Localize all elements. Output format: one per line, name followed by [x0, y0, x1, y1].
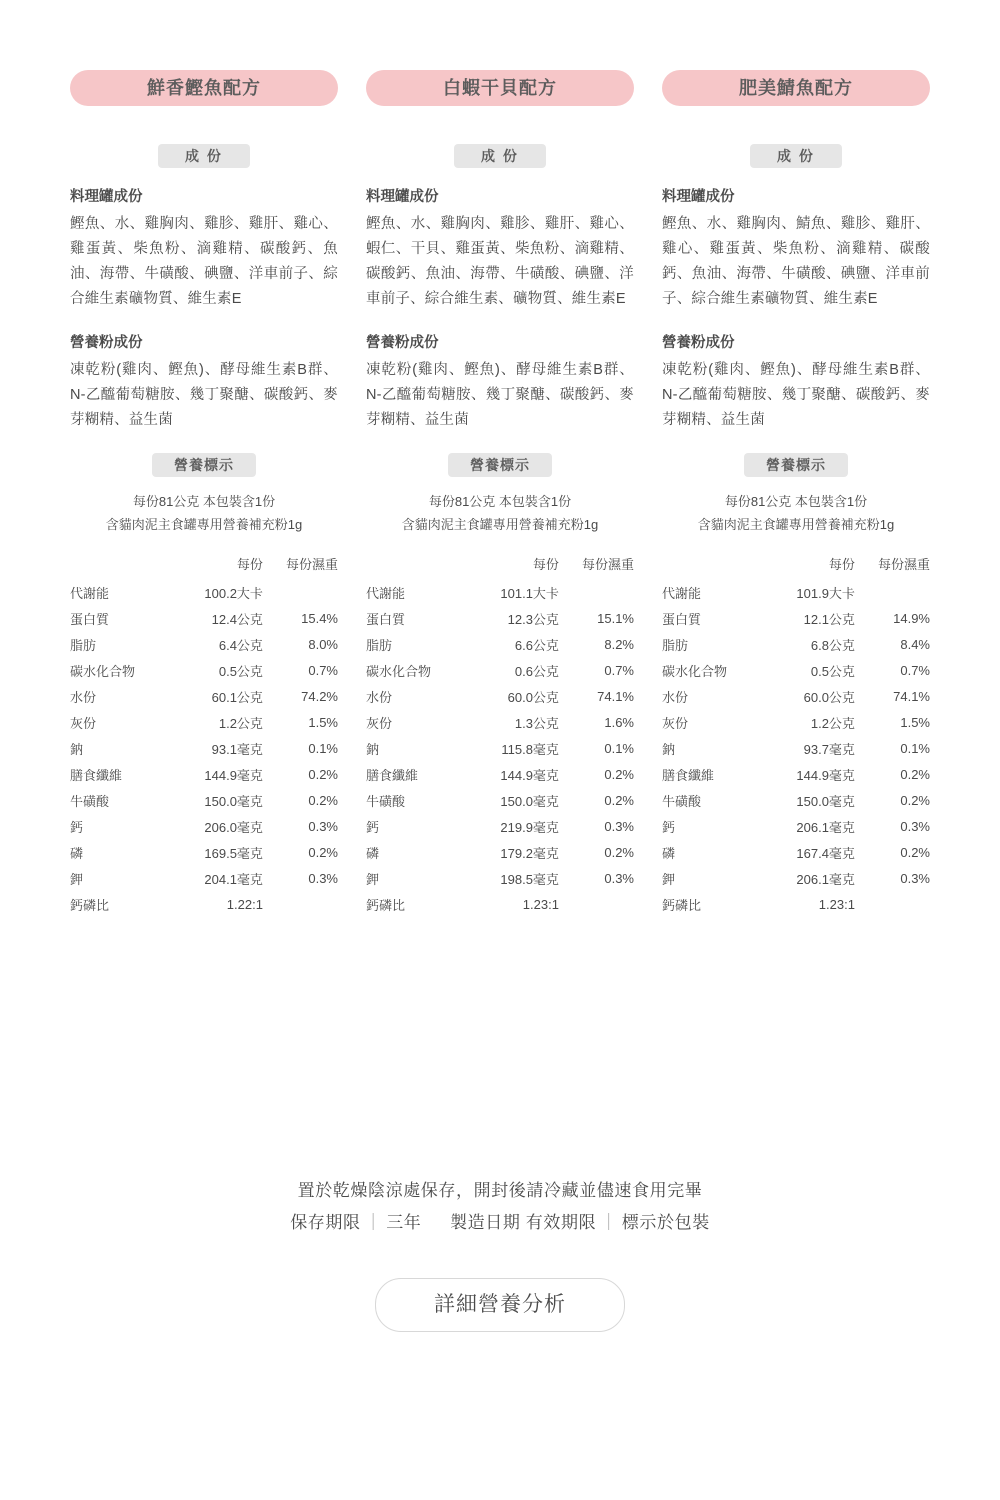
nutrient-percent: 1.6%	[604, 714, 634, 730]
nutrient-label: 水份	[70, 689, 97, 705]
mfg-date-value: 標示於包裝	[621, 1213, 710, 1233]
nutrient-label: 鉀	[70, 871, 84, 887]
table-row	[70, 839, 338, 865]
serving-line-2a: 每份81公克 本包裝含1份	[428, 493, 572, 509]
powder-ingredients-title-1: 營養粉成份	[70, 334, 143, 351]
nutrient-percent	[855, 579, 930, 605]
table-row	[366, 787, 634, 813]
nutrient-label: 代謝能	[366, 585, 406, 601]
detailed-nutrition-analysis-button[interactable]: 詳細營養分析	[375, 1278, 625, 1332]
can-ingredients-title-3: 料理罐成份	[662, 189, 735, 205]
nutrient-value: 0.5公克	[218, 663, 263, 679]
mfg-date-label: 製造日期 有效期限	[450, 1213, 597, 1233]
table-row	[662, 657, 930, 683]
nutrient-label: 蛋白質	[70, 611, 110, 627]
nutrient-percent	[855, 891, 930, 917]
nutrient-value: 1.3公克	[514, 715, 559, 731]
nutrition-heading-1: 營養標示	[152, 453, 256, 477]
storage-note: 置於乾燥陰涼處保存，開封後請冷藏並儘速食用完畢	[297, 1181, 703, 1200]
nutrient-value: 167.4毫克	[796, 845, 855, 861]
nutrition-table-3	[662, 552, 930, 917]
nutrition-table-2	[366, 552, 634, 917]
ingredients-heading-3: 成 份	[750, 144, 842, 168]
nutrient-label: 灰份	[366, 715, 393, 731]
nutrient-value: 60.0公克	[507, 689, 559, 705]
nutrient-percent: 0.3%	[604, 870, 634, 886]
nutrient-percent: 15.1%	[597, 610, 634, 626]
nutrient-value: 206.1毫克	[796, 871, 855, 887]
table-row	[70, 891, 338, 917]
table-row	[70, 865, 338, 891]
nutrient-value: 6.8公克	[810, 637, 855, 653]
nutrient-value: 1.23:1	[522, 896, 559, 912]
nutrient-label: 鈣磷比	[662, 897, 702, 913]
nutrient-value: 144.9毫克	[204, 767, 263, 783]
powder-ingredients-body-3: 凍乾粉(雞肉、鰹魚)、酵母維生素B群、N-乙醯葡萄糖胺、幾丁聚醣、碳酸鈣、麥芽糊精、益生菌	[662, 362, 930, 428]
nutrient-label: 膳食纖維	[70, 767, 123, 783]
shelf-life-value: 三年	[386, 1213, 422, 1233]
nutrient-value: 0.6公克	[514, 663, 559, 679]
table-row	[366, 605, 634, 631]
divider-2: ｜	[600, 1213, 618, 1233]
nutrient-percent: 0.2%	[900, 844, 930, 860]
nutrient-value: 60.0公克	[803, 689, 855, 705]
nutrient-label: 水份	[366, 689, 393, 705]
nutrient-percent: 0.2%	[308, 844, 338, 860]
nutrient-percent: 1.5%	[900, 714, 930, 730]
nutrient-value: 1.2公克	[810, 715, 855, 731]
nutrient-label: 蛋白質	[662, 611, 702, 627]
nutrient-label: 鈣	[662, 819, 676, 835]
shelf-life-label: 保存期限	[290, 1213, 361, 1233]
nutrient-label: 碳水化合物	[70, 663, 136, 679]
ingredients-heading-2: 成 份	[454, 144, 546, 168]
nutrient-percent	[559, 891, 634, 917]
nutrient-label: 灰份	[662, 715, 689, 731]
nutrient-value: 219.9毫克	[500, 819, 559, 835]
nutrient-percent: 0.1%	[604, 740, 634, 756]
nutrient-percent: 0.7%	[308, 662, 338, 678]
nutrient-value: 150.0毫克	[204, 793, 263, 809]
per-serving-wet-header-3: 每份濕重	[877, 557, 930, 573]
nutrient-label: 牛磺酸	[70, 793, 110, 809]
table-row	[662, 787, 930, 813]
nutrient-col-header	[70, 552, 172, 579]
powder-ingredients-body-2: 凍乾粉(雞肉、鰹魚)、酵母維生素B群、N-乙醯葡萄糖胺、幾丁聚醣、碳酸鈣、麥芽糊精、益生菌	[366, 362, 634, 428]
can-ingredients-body-1: 鰹魚、水、雞胸肉、雞胗、雞肝、雞心、雞蛋黃、柴魚粉、滴雞精、碳酸鈣、魚油、海帶、牛磺酸、碘鹽、洋車前子、綜合維生素礦物質、維生素E	[70, 216, 338, 307]
nutrient-percent: 0.1%	[308, 740, 338, 756]
nutrient-percent: 8.4%	[900, 636, 930, 652]
nutrition-heading-3: 營養標示	[744, 453, 848, 477]
table-row	[70, 579, 338, 605]
nutrient-label: 脂肪	[70, 637, 97, 653]
serving-line-2b: 含貓肉泥主食罐專用營養補充粉1g	[401, 516, 599, 532]
table-row	[366, 579, 634, 605]
nutrient-value: 206.0毫克	[204, 819, 263, 835]
nutrient-value: 179.2毫克	[500, 845, 559, 861]
nutrient-label: 鈉	[366, 741, 380, 757]
per-serving-wet-header-2: 每份濕重	[581, 557, 634, 573]
nutrient-percent: 0.2%	[604, 792, 634, 808]
table-row	[366, 839, 634, 865]
nutrient-label: 鈣	[70, 819, 84, 835]
can-ingredients-body-3: 鰹魚、水、雞胸肉、鯖魚、雞胗、雞肝、雞心、雞蛋黃、柴魚粉、滴雞精、碳酸鈣、魚油、海帶、牛磺酸、碘鹽、洋車前子、綜合維生素礦物質、維生素E	[662, 216, 930, 307]
per-serving-header-2: 每份	[532, 557, 559, 573]
nutrient-value: 206.1毫克	[796, 819, 855, 835]
nutrient-label: 代謝能	[662, 585, 702, 601]
table-row	[70, 735, 338, 761]
nutrient-value: 1.2公克	[218, 715, 263, 731]
nutrient-value: 100.2大卡	[204, 585, 263, 601]
can-ingredients-body-2: 鰹魚、水、雞胸肉、雞胗、雞肝、雞心、蝦仁、干貝、雞蛋黃、柴魚粉、滴雞精、碳酸鈣、魚油、海帶、牛磺酸、碘鹽、洋車前子、綜合維生素、礦物質、維生素E	[366, 216, 634, 307]
table-row	[70, 813, 338, 839]
table-row	[662, 761, 930, 787]
nutrient-percent: 0.1%	[900, 740, 930, 756]
nutrient-label: 灰份	[70, 715, 97, 731]
ingredients-heading-1: 成 份	[158, 144, 250, 168]
nutrient-label: 脂肪	[662, 637, 689, 653]
nutrient-label: 蛋白質	[366, 611, 406, 627]
table-row	[662, 839, 930, 865]
table-row	[662, 709, 930, 735]
nutrient-value: 0.5公克	[810, 663, 855, 679]
nutrient-label: 鉀	[662, 871, 676, 887]
nutrient-value: 169.5毫克	[204, 845, 263, 861]
nutrient-percent: 8.0%	[308, 636, 338, 652]
nutrition-heading-2: 營養標示	[448, 453, 552, 477]
table-row	[366, 761, 634, 787]
table-row	[662, 813, 930, 839]
nutrient-value: 144.9毫克	[500, 767, 559, 783]
table-row	[70, 631, 338, 657]
nutrient-col-header	[366, 552, 468, 579]
product-title-2: 白蝦干貝配方	[366, 70, 634, 106]
nutrient-value: 93.7毫克	[803, 741, 855, 757]
nutrient-percent: 74.1%	[597, 688, 634, 704]
table-row	[366, 891, 634, 917]
nutrient-label: 膳食纖維	[366, 767, 419, 783]
nutrient-value: 6.6公克	[514, 637, 559, 653]
nutrient-label: 磷	[366, 845, 380, 861]
nutrient-percent: 0.2%	[900, 766, 930, 782]
table-header-row	[662, 552, 930, 579]
table-header-row	[366, 552, 634, 579]
nutrient-value: 101.1大卡	[500, 585, 559, 601]
nutrient-value: 12.1公克	[803, 611, 855, 627]
powder-ingredients-title-2: 營養粉成份	[366, 334, 439, 351]
product-column-1	[70, 70, 338, 917]
nutrient-value: 204.1毫克	[204, 871, 263, 887]
table-row	[366, 657, 634, 683]
nutrient-value: 150.0毫克	[500, 793, 559, 809]
divider-1: ｜	[364, 1213, 383, 1233]
nutrition-table-1	[70, 552, 338, 917]
table-row	[662, 683, 930, 709]
serving-line-3a: 每份81公克 本包裝含1份	[724, 493, 868, 509]
nutrient-value: 115.8毫克	[501, 741, 559, 757]
nutrient-percent: 8.2%	[604, 636, 634, 652]
nutrient-value: 93.1毫克	[211, 741, 263, 757]
nutrient-percent: 0.7%	[604, 662, 634, 678]
table-row	[70, 605, 338, 631]
nutrient-value: 12.3公克	[507, 611, 559, 627]
nutrient-percent	[263, 579, 338, 605]
table-row	[70, 657, 338, 683]
table-row	[366, 709, 634, 735]
nutrient-label: 鈉	[70, 741, 84, 757]
table-row	[662, 891, 930, 917]
nutrient-percent: 0.2%	[308, 792, 338, 808]
nutrient-label: 碳水化合物	[662, 663, 728, 679]
nutrient-value: 1.22:1	[226, 896, 263, 912]
table-row	[366, 683, 634, 709]
nutrient-label: 鉀	[366, 871, 380, 887]
nutrient-label: 膳食纖維	[662, 767, 715, 783]
nutrient-value: 198.5毫克	[500, 871, 559, 887]
table-header-row	[70, 552, 338, 579]
nutrient-percent: 0.2%	[604, 766, 634, 782]
shelf-life-line	[0, 1207, 1000, 1239]
table-row	[662, 605, 930, 631]
serving-line-1b: 含貓肉泥主食罐專用營養補充粉1g	[105, 516, 303, 532]
table-row	[662, 579, 930, 605]
nutrient-value: 12.4公克	[211, 611, 263, 627]
nutrient-value: 6.4公克	[218, 637, 263, 653]
nutrient-label: 磷	[662, 845, 676, 861]
nutrient-percent: 0.2%	[900, 792, 930, 808]
nutrient-value: 150.0毫克	[796, 793, 855, 809]
footer-section	[0, 1175, 1000, 1332]
nutrient-label: 鈣	[366, 819, 380, 835]
table-row	[662, 865, 930, 891]
nutrient-label: 碳水化合物	[366, 663, 432, 679]
nutrient-percent: 0.7%	[900, 662, 930, 678]
table-row	[70, 761, 338, 787]
table-row	[366, 865, 634, 891]
nutrient-percent: 0.3%	[308, 818, 338, 834]
nutrient-label: 牛磺酸	[662, 793, 702, 809]
nutrient-percent: 74.2%	[301, 688, 338, 704]
table-row	[366, 735, 634, 761]
nutrient-label: 脂肪	[366, 637, 393, 653]
nutrient-label: 鈉	[662, 741, 676, 757]
nutrient-percent	[559, 579, 634, 605]
per-serving-header-3: 每份	[828, 557, 855, 573]
product-column-3	[662, 70, 930, 917]
nutrient-label: 牛磺酸	[366, 793, 406, 809]
nutrient-percent: 0.3%	[900, 870, 930, 886]
table-row	[70, 787, 338, 813]
table-row	[366, 631, 634, 657]
nutrient-percent: 0.3%	[308, 870, 338, 886]
nutrient-value: 1.23:1	[818, 896, 855, 912]
cta-wrapper	[0, 1278, 1000, 1332]
per-serving-wet-header-1: 每份濕重	[285, 557, 338, 573]
table-row	[70, 683, 338, 709]
nutrient-label: 鈣磷比	[366, 897, 406, 913]
nutrient-percent	[263, 891, 338, 917]
per-serving-header-1: 每份	[236, 557, 263, 573]
table-row	[70, 709, 338, 735]
product-title-1: 鮮香鰹魚配方	[70, 70, 338, 106]
nutrient-percent: 15.4%	[301, 610, 338, 626]
powder-ingredients-title-3: 營養粉成份	[662, 334, 735, 351]
nutrient-col-header	[662, 552, 764, 579]
nutrient-percent: 0.3%	[900, 818, 930, 834]
nutrient-percent: 1.5%	[308, 714, 338, 730]
table-row	[662, 631, 930, 657]
nutrient-label: 代謝能	[70, 585, 110, 601]
product-title-3: 肥美鯖魚配方	[662, 70, 930, 106]
nutrient-label: 水份	[662, 689, 689, 705]
nutrient-percent: 74.1%	[893, 688, 930, 704]
can-ingredients-title-1: 料理罐成份	[70, 189, 143, 205]
nutrient-percent: 14.9%	[893, 610, 930, 626]
can-ingredients-title-2: 料理罐成份	[366, 189, 439, 205]
nutrient-label: 鈣磷比	[70, 897, 110, 913]
product-column-2	[366, 70, 634, 917]
nutrient-label: 磷	[70, 845, 84, 861]
serving-line-1a: 每份81公克 本包裝含1份	[132, 493, 276, 509]
powder-ingredients-body-1: 凍乾粉(雞肉、鰹魚)、酵母維生素B群、N-乙醯葡萄糖胺、幾丁聚醣、碳酸鈣、麥芽糊精、益生菌	[70, 362, 338, 428]
nutrient-percent: 0.2%	[308, 766, 338, 782]
table-row	[366, 813, 634, 839]
nutrient-percent: 0.2%	[604, 844, 634, 860]
nutrient-value: 144.9毫克	[796, 767, 855, 783]
serving-line-3b: 含貓肉泥主食罐專用營養補充粉1g	[697, 516, 895, 532]
nutrient-percent: 0.3%	[604, 818, 634, 834]
nutrient-value: 60.1公克	[211, 689, 263, 705]
nutrient-value: 101.9大卡	[796, 585, 855, 601]
table-row	[662, 735, 930, 761]
